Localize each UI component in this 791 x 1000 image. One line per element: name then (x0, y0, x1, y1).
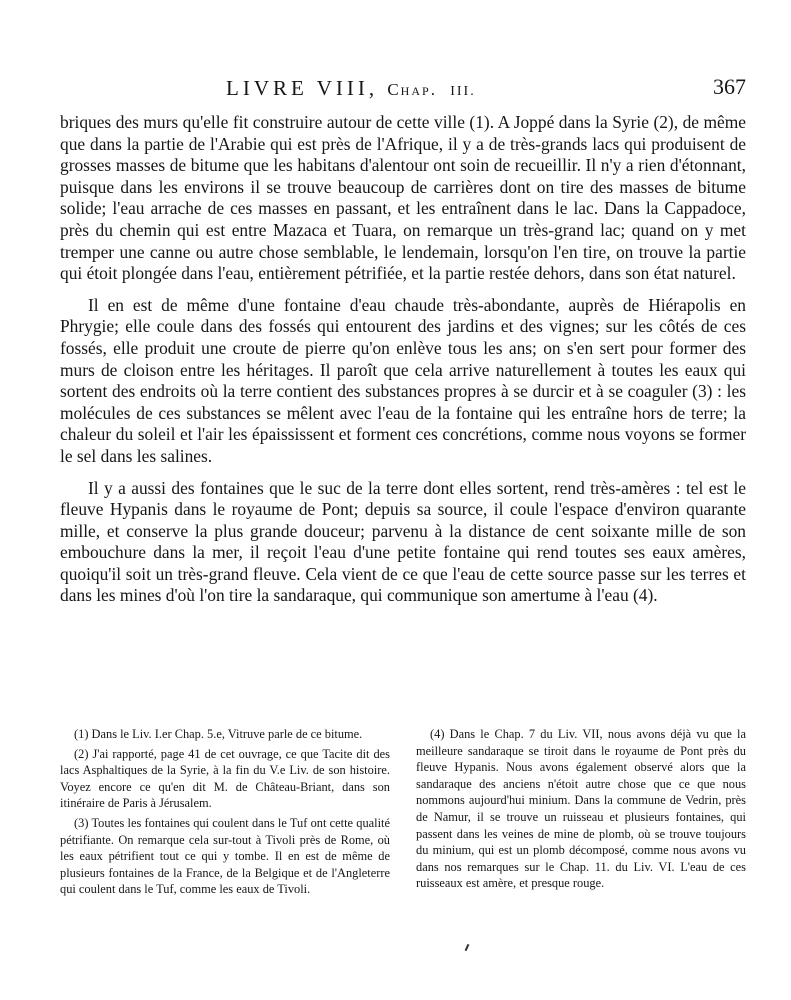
footnote-3: (3) Toutes les fontaines qui coulent dans le Tuf ont cette qualité pétrifiante. On remarque cela sur-tout à Tivoli près de Rome, où les eaux pétrifient tout ce qui y tombe. Il en est de même de plusieurs fontaines de la France, de la Belgique et de l'Angleterre qui coulent dans le Tuf, comme les eaux de Tivoli. (60, 815, 390, 897)
paragraph-2: Il en est de même d'une fontaine d'eau chaude très-abondante, auprès de Hiérapolis en Phrygie; elle coule dans des fossés qui entourent des jardins et des vignes; sur les côtés de ces fossés, elle produit une croute de pierre qu'on enlève tous les ans; on s'en sert pour former des murs de cloison entre les héritages. Il paroît que cela arrive naturellement à toutes les eaux qui sortent des endroits où la terre contient des substances propres à se durcir et à se coaguler (3) : les molécules de ces substances se mêlent avec l'eau de la fontaine qui les entraîne hors de terre; la chaleur du soleil et l'air les épaississent et forment ces concrétions, comme nous voyons se former le sel dans les salines. (60, 294, 746, 466)
running-title-num: III. (450, 84, 476, 99)
paragraph-3: Il y a aussi des fontaines que le suc de la terre dont elles sortent, rend très-amères : tel est le fleuve Hypanis dans le royaume de Pont; depuis sa source, il coule l'espace d'environ quarante mille, et conserve la plus grande douceur; parvenu à la distance de cent soixante mille de son embouchure dans la mer, il reçoit l'eau d'une petite fontaine qui rend toutes ses eaux amères, quoiqu'il soit un très-grand fleuve. Cela vient de ce que l'eau de cette source passe sur les terres et dans les mines d'où l'on tire la sandaraque, qui communique son amertume à l'eau (4). (60, 477, 746, 606)
footnote-2: (2) J'ai rapporté, page 41 de cet ouvrage, ce que Tacite dit des lacs Asphaltiques de la Syrie, à la fin du V.e Liv. de son histoire. Voyez encore ce qu'en dit M. de Château-Briant, dans son itinéraire de Paris à Jérusalem. (60, 746, 390, 811)
footnote-1: (1) Dans le Liv. I.er Chap. 5.e, Vitruve parle de ce bitume. (74, 727, 363, 741)
page-number: 367 (713, 74, 746, 99)
running-title-chap: Chap. (387, 80, 437, 99)
paragraph-1: briques des murs qu'elle fit construire autour de cette ville (1). A Joppé dans la Syrie (2), de même que dans la partie de l'Arabie qui est près de l'Afrique, il y a de très-grands lacs qui produisent de grosses masses de bitume que les habitans d'alentour ont soin de recueillir. Il n'y a rien d'étonnant, puisque dans les environs il se trouve beaucoup de carrières dont on tire des masses de bitume solide; l'eau arrache de ces masses en passant, et les entraînent dans le lac. Dans la Cappadoce, près du chemin qui est entre Mazaca et Tuara, on remarque un très-grand lac; quand on y met tremper une canne ou autre chose semblable, le lendemain, lorsqu'on l'en tire, on trouve la partie qui étoit plongée dans l'eau, entièrement pétrifiée, et la partie restée dehors, dans son état naturel. (60, 112, 746, 284)
running-title (226, 76, 476, 101)
footnotes-right-column (416, 726, 746, 901)
footnotes (60, 726, 746, 901)
running-title-main: LIVRE VIII, (226, 76, 379, 100)
page-header (60, 76, 746, 104)
ink-mark (465, 944, 470, 951)
main-text (60, 112, 746, 617)
footnotes-left-column (60, 726, 390, 901)
footnote-4: (4) Dans le Chap. 7 du Liv. VII, nous avons déjà vu que la meilleure sandaraque se tiroit dans le royaume de Pont près du fleuve Hypanis. Nous avons également observé alors que la sandaraque des anciens n'étoit autre chose que ce que nous nommons aujourd'hui minium. Dans la commune de Vedrin, près de Namur, il se trouve un ruisseau et plusieurs fontaines, qui passent dans les veines de mine de plomb, où se trouve toujours du minium, qui est un plomb décomposé, comme nous avons vu dans nos remarques sur le Chap. 11. du Liv. VI. L'eau de ces ruisseaux est amère, et presque rouge. (416, 727, 746, 891)
